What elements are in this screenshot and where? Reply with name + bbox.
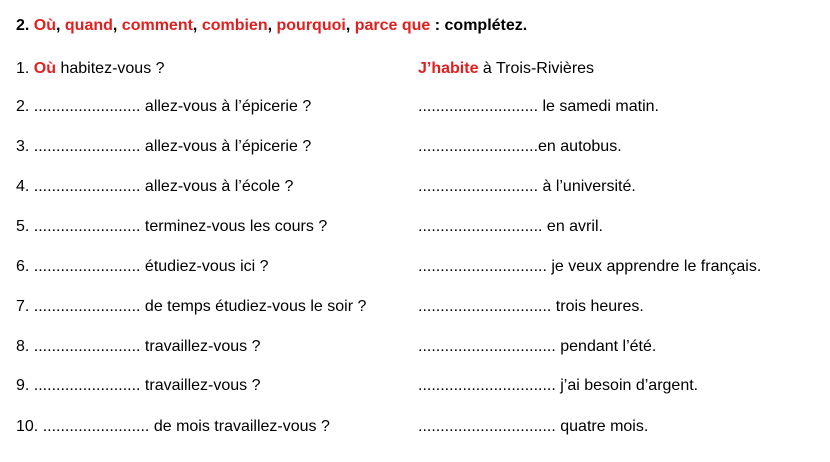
example-question-rest: habitez-vous ? bbox=[60, 60, 165, 77]
answer-5: ............................ en avril. bbox=[418, 218, 603, 235]
example-question-word: Où bbox=[33, 60, 57, 77]
exercise-row-3 bbox=[0, 138, 830, 162]
example-answer bbox=[418, 60, 594, 78]
question-9: 9. ........................ travaillez-vous ? bbox=[16, 377, 261, 394]
exercise-row-6 bbox=[0, 258, 830, 282]
question-7: 7. ........................ de temps étudiez-vous le soir ? bbox=[16, 298, 367, 315]
example-row bbox=[0, 60, 830, 84]
answer-8: ............................... pendant l’été. bbox=[418, 338, 657, 355]
exercise-row-9 bbox=[0, 377, 830, 401]
title-word-ou: Où bbox=[33, 17, 57, 34]
example-answer-word: J’habite bbox=[418, 60, 479, 77]
answer-9: ............................... j’ai besoin d’argent. bbox=[418, 377, 699, 394]
answer-2: ........................... le samedi matin. bbox=[418, 98, 659, 115]
example-question bbox=[16, 60, 165, 78]
title-word-parce-que: parce que bbox=[354, 17, 431, 34]
exercise-row-2 bbox=[0, 98, 830, 122]
question-6: 6. ........................ étudiez-vous ici ? bbox=[16, 258, 269, 275]
title-word-quand: quand bbox=[64, 17, 113, 34]
exercise-row-8 bbox=[0, 338, 830, 362]
title-word-combien: combien bbox=[201, 17, 268, 34]
answer-7: .............................. trois heures. bbox=[418, 298, 644, 315]
answer-3: ...........................en autobus. bbox=[418, 138, 622, 155]
question-5: 5. ........................ terminez-vous les cours ? bbox=[16, 218, 328, 235]
exercise-number: 2. bbox=[16, 17, 30, 34]
exercise-row-10 bbox=[0, 418, 830, 442]
example-answer-rest: à Trois-Rivières bbox=[482, 60, 595, 77]
question-8: 8. ........................ travaillez-vous ? bbox=[16, 338, 261, 355]
question-2: 2. ........................ allez-vous à l’épicerie ? bbox=[16, 98, 312, 115]
title-instruction: complétez. bbox=[444, 17, 528, 34]
question-10: 10. ........................ de mois travaillez-vous ? bbox=[16, 418, 330, 435]
example-number: 1. bbox=[16, 60, 30, 77]
question-4: 4. ........................ allez-vous à l’école ? bbox=[16, 178, 294, 195]
title-word-pourquoi: pourquoi bbox=[276, 17, 346, 34]
answer-10: ............................... quatre mois. bbox=[418, 418, 649, 435]
exercise-title: 2. Où, quand, comment, combien, pourquoi, parce que : complétez. bbox=[16, 17, 528, 34]
exercise-row-4 bbox=[0, 178, 830, 202]
question-3: 3. ........................ allez-vous à l’épicerie ? bbox=[16, 138, 312, 155]
exercise-row-5 bbox=[0, 218, 830, 242]
title-word-comment: comment bbox=[121, 17, 193, 34]
exercise-row-7 bbox=[0, 298, 830, 322]
answer-6: ............................. je veux apprendre le français. bbox=[418, 258, 762, 275]
answer-4: ........................... à l’université. bbox=[418, 178, 636, 195]
